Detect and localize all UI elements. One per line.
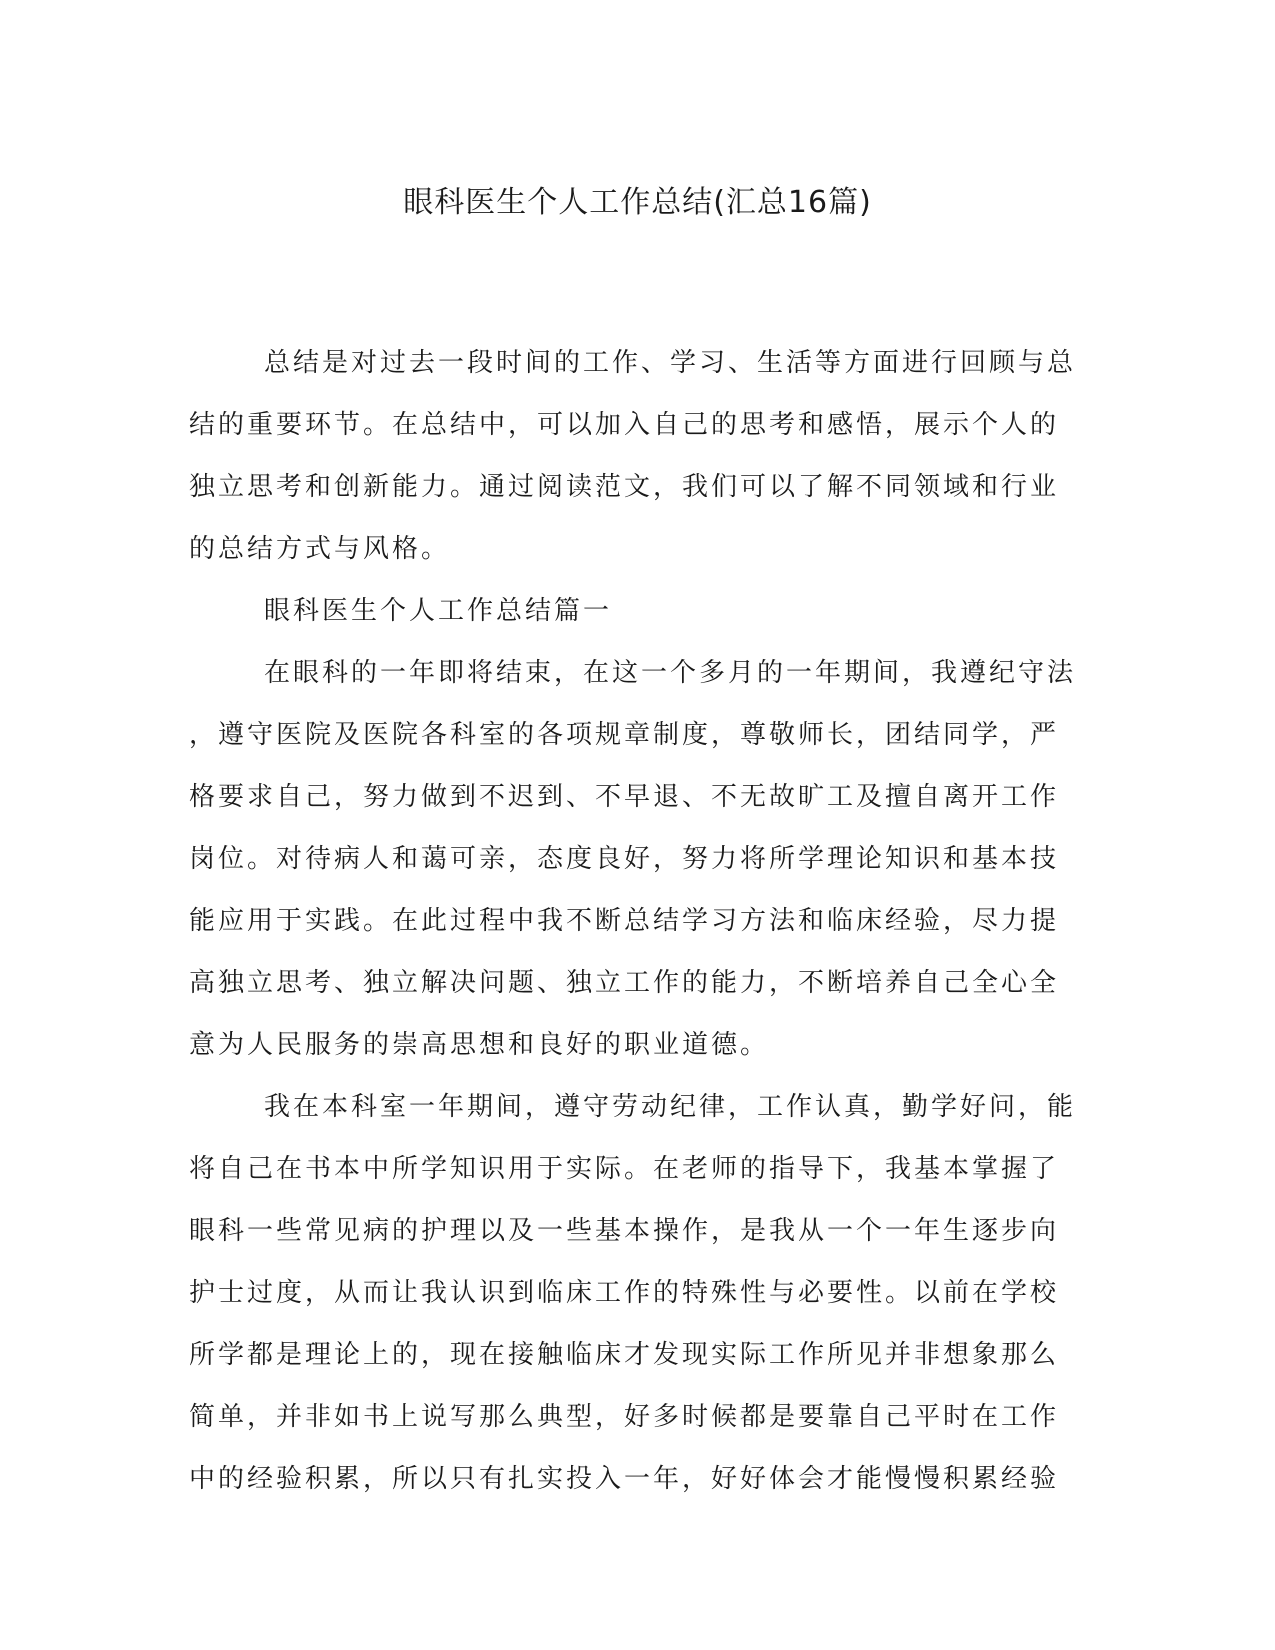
text-line: 能应用于实践。在此过程中我不断总结学习方法和临床经验，尽力提 — [189, 906, 1060, 936]
text-line: 在眼科的一年即将结束，在这一个多月的一年期间，我遵纪守法 — [264, 658, 1077, 688]
text-line: 格要求自己，努力做到不迟到、不早退、不无故旷工及擅自离开工作 — [189, 782, 1060, 812]
text-line: 岗位。对待病人和蔼可亲，态度良好，努力将所学理论知识和基本技 — [189, 844, 1060, 874]
text-line: 简单，并非如书上说写那么典型，好多时候都是要靠自己平时在工作 — [189, 1402, 1060, 1432]
text-line: 所学都是理论上的，现在接触临床才发现实际工作所见并非想象那么 — [189, 1340, 1060, 1370]
section-heading: 眼科医生个人工作总结篇一 — [264, 596, 613, 626]
text-line: 结的重要环节。在总结中，可以加入自己的思考和感悟，展示个人的 — [189, 410, 1060, 440]
document-body — [189, 332, 1079, 1510]
text-line: 我在本科室一年期间，遵守劳动纪律，工作认真，勤学好问，能 — [264, 1092, 1077, 1122]
text-line: 高独立思考、独立解决问题、独立工作的能力，不断培养自己全心全 — [189, 968, 1060, 998]
text-line: 眼科一些常见病的护理以及一些基本操作，是我从一个一年生逐步向 — [189, 1216, 1060, 1246]
text-line: 的总结方式与风格。 — [189, 534, 451, 564]
text-line: 护士过度，从而让我认识到临床工作的特殊性与必要性。以前在学校 — [189, 1278, 1060, 1308]
text-line: 中的经验积累，所以只有扎实投入一年，好好体会才能慢慢积累经验 — [189, 1464, 1060, 1494]
text-line: 总结是对过去一段时间的工作、学习、生活等方面进行回顾与总 — [264, 348, 1077, 378]
text-line: 将自己在书本中所学知识用于实际。在老师的指导下，我基本掌握了 — [189, 1154, 1060, 1184]
text-line: 意为人民服务的崇高思想和良好的职业道德。 — [189, 1030, 770, 1060]
text-line: ，遵守医院及医院各科室的各项规章制度，尊敬师长，团结同学，严 — [189, 720, 1060, 750]
document-title: 眼科医生个人工作总结(汇总16篇) — [403, 185, 872, 220]
text-line: 独立思考和创新能力。通过阅读范文，我们可以了解不同领域和行业 — [189, 472, 1060, 502]
